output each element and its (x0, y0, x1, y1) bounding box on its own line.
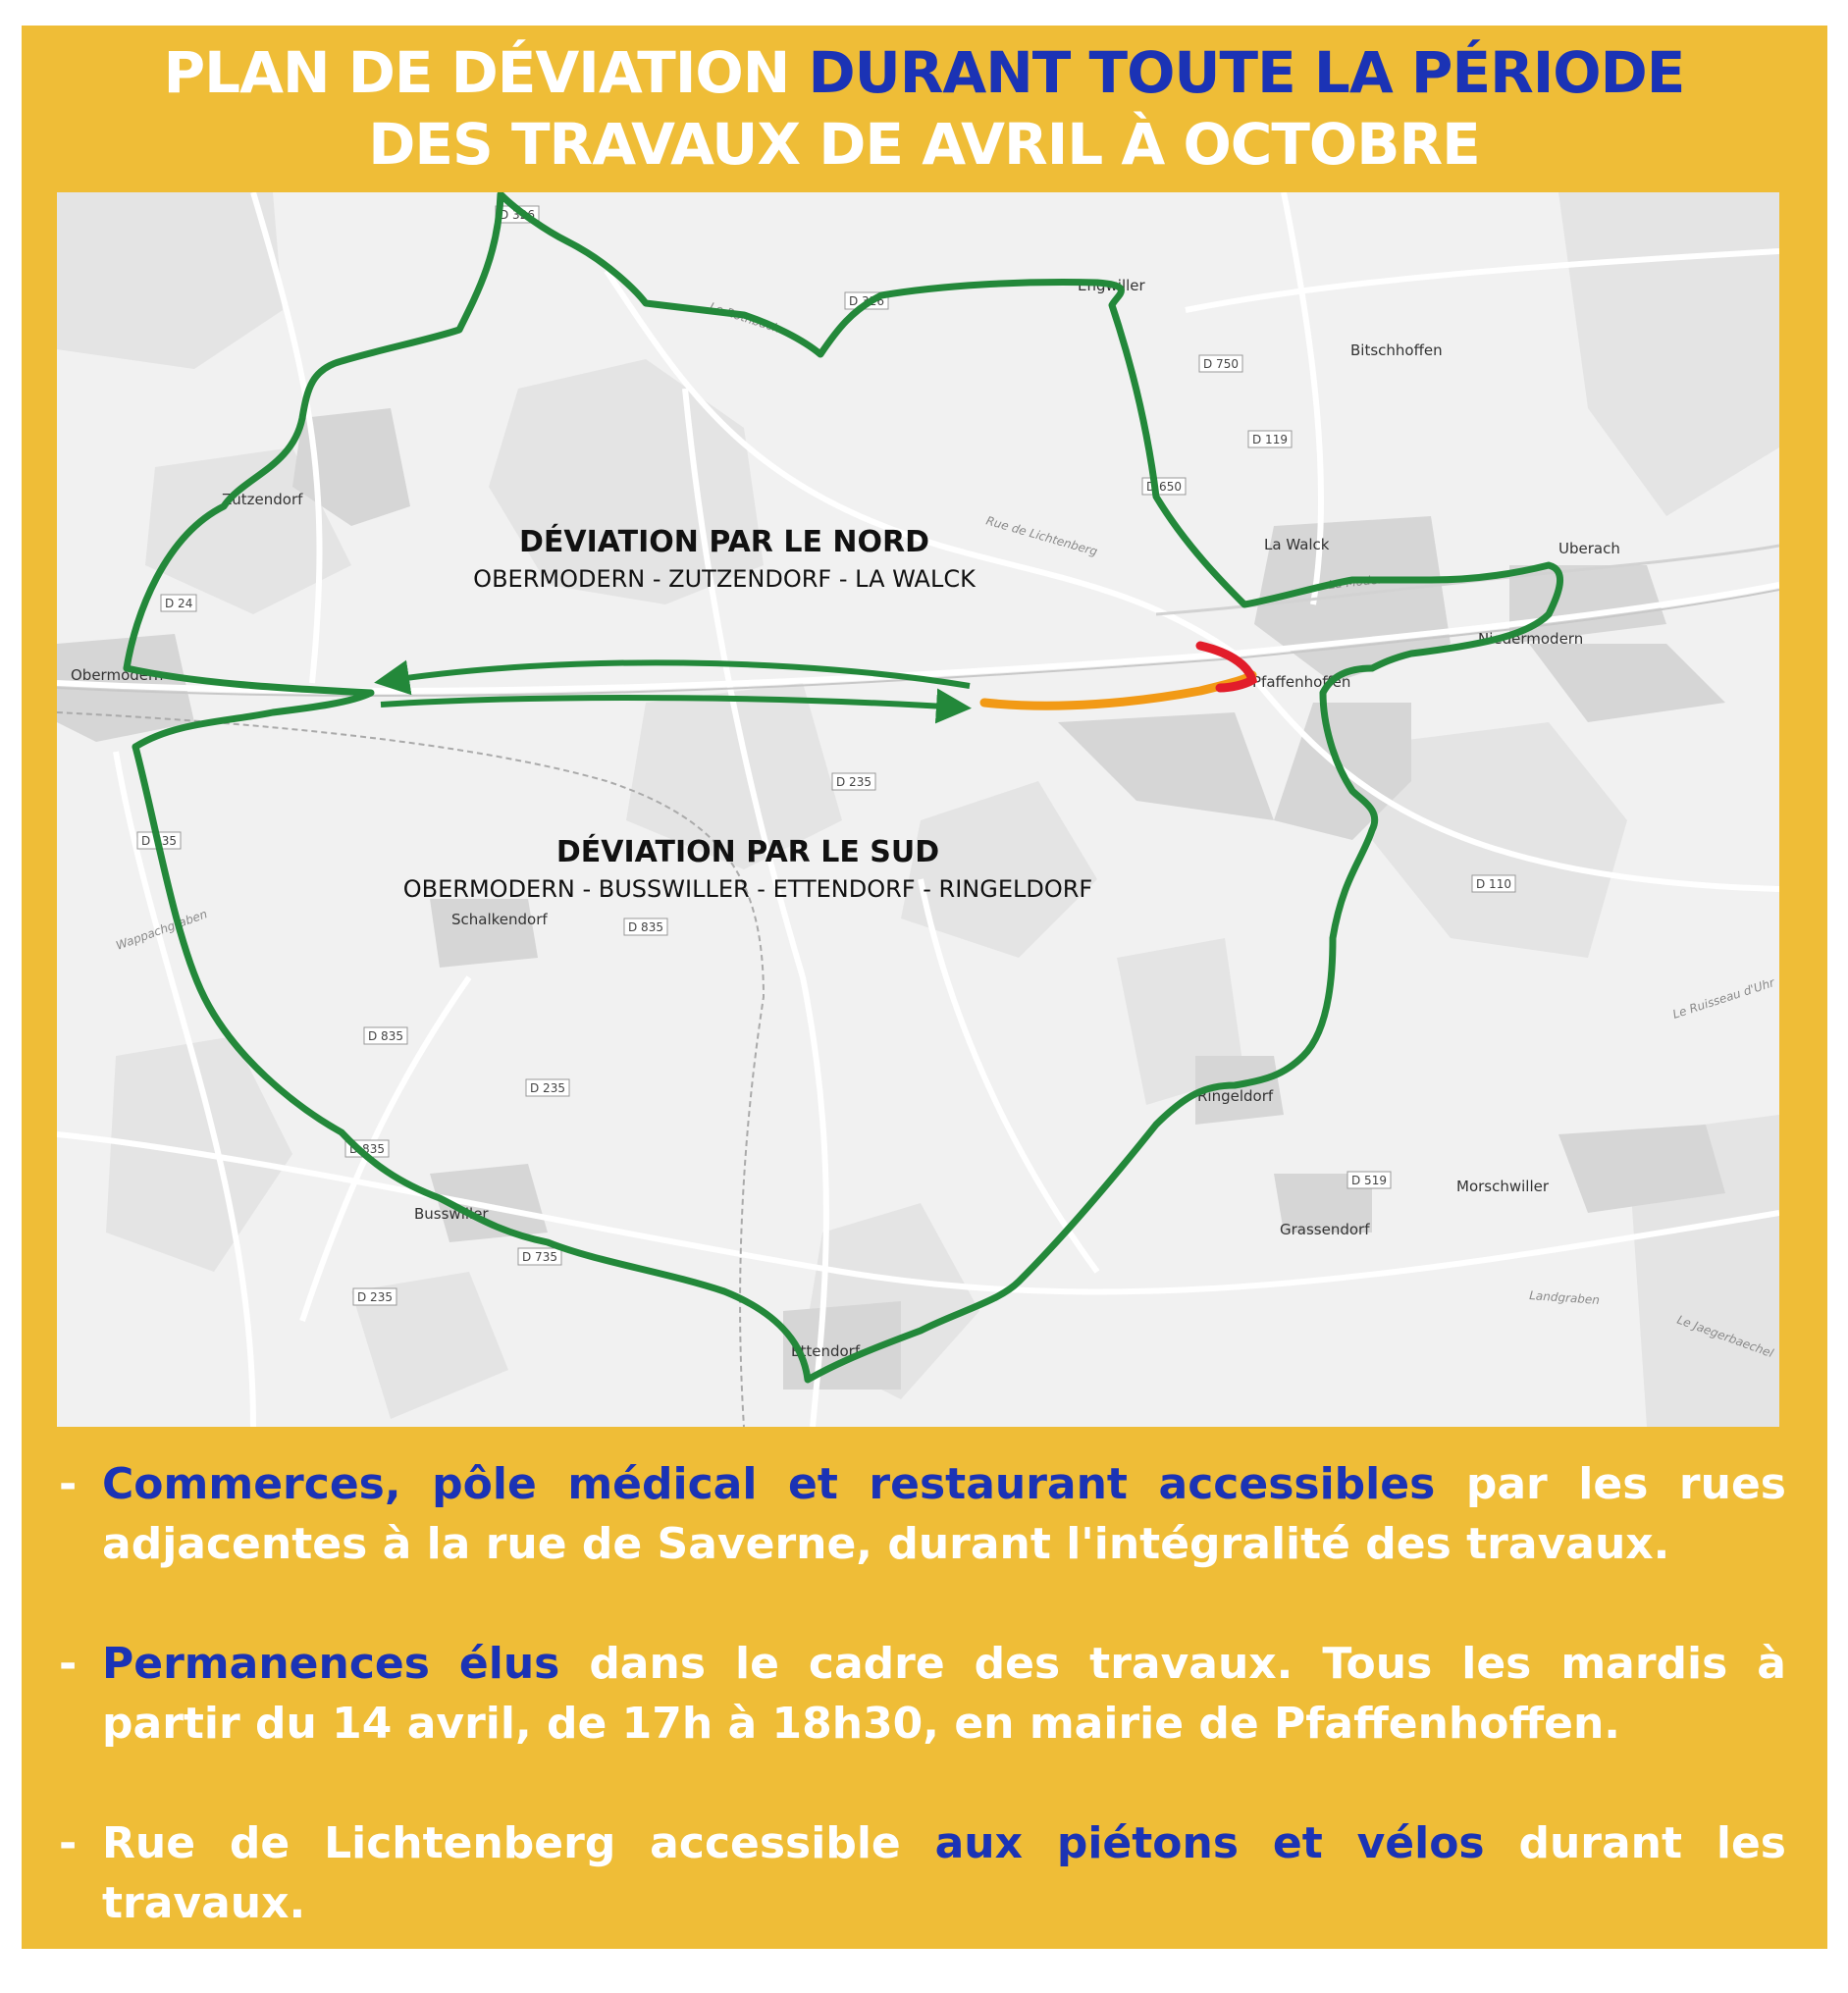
road-d835-d: D 835 (349, 1142, 385, 1156)
label-la-walck: La Walck (1264, 536, 1330, 553)
road-d835-a: D 835 (141, 834, 177, 848)
label-jaegerbaechel: Le Jaegerbaechel (1674, 1312, 1775, 1361)
road-d235-a: D 235 (836, 775, 871, 789)
info-notes (59, 1454, 1786, 1993)
title-white: PLAN DE DÉVIATION (163, 39, 790, 106)
south-detour-title: DÉVIATION PAR LE SUD (555, 835, 940, 869)
note-1-highlight: Commerces, pôle médical et restaurant accessibles (102, 1459, 1436, 1509)
road-d235-b: D 235 (530, 1081, 565, 1095)
label-engwiller: Engwiller (1078, 277, 1145, 294)
note-bullet: - (59, 1459, 78, 1509)
label-moder: La Moder (1327, 572, 1384, 592)
road-d750: D 750 (1203, 357, 1239, 371)
road-d326-mid: D 326 (849, 294, 884, 308)
north-detour-title: DÉVIATION PAR LE NORD (518, 525, 930, 559)
label-pfaffenhoffen: Pfaffenhoffen (1252, 673, 1351, 691)
label-niedermodern: Niedermodern (1478, 630, 1584, 648)
road-d519: D 519 (1351, 1174, 1387, 1187)
road-d110: D 110 (1476, 877, 1511, 891)
closure-orange-segment (984, 675, 1252, 706)
label-bitschhoffen: Bitschhoffen (1350, 341, 1443, 359)
note-2-highlight: Permanences élus (102, 1639, 560, 1689)
detour-map (57, 192, 1779, 1427)
label-ruisseau: Le Ruisseau d'Uhr (1670, 975, 1776, 1022)
label-busswiller: Busswiller (414, 1205, 489, 1223)
label-uberach: Uberach (1558, 540, 1620, 557)
label-morschwiller: Morschwiller (1456, 1178, 1550, 1195)
note-1-text: par les rues adjacentes à la rue de Saverne, durant l'intégralité des travaux. (102, 1459, 1786, 1569)
note-3-highlight: aux piétons et vélos (934, 1818, 1485, 1868)
note-commerces (59, 1454, 1786, 1574)
road-d24: D 24 (165, 597, 193, 610)
note-bullet: - (59, 1818, 78, 1868)
north-detour-route-text: OBERMODERN - ZUTZENDORF - LA WALCK (473, 565, 976, 593)
road-d735: D 735 (522, 1250, 557, 1264)
label-grassendorf: Grassendorf (1280, 1221, 1370, 1238)
label-ringeldorf: Ringeldorf (1197, 1087, 1274, 1105)
road-d835-c: D 835 (368, 1029, 403, 1043)
title-line-1 (0, 39, 1848, 106)
label-wappach: Wappachgraben (114, 907, 209, 953)
road-d235-c: D 235 (357, 1290, 393, 1304)
arrow-westbound (386, 662, 970, 686)
road-d835-b: D 835 (628, 920, 663, 934)
label-ettendorf: Ettendorf (791, 1342, 861, 1360)
note-permanences (59, 1634, 1786, 1754)
label-zutzendorf: Zutzendorf (222, 491, 303, 508)
note-lichtenberg (59, 1813, 1786, 1933)
label-obermodern: Obermodern (71, 666, 164, 684)
road-d650: D 650 (1146, 480, 1182, 494)
note-2-text: dans le cadre des travaux. Tous les mardis à partir du 14 avril, de 17h à 18h30, en mairie de Pfaffenhoffen. (102, 1639, 1786, 1749)
title-line-2: DES TRAVAUX DE AVRIL À OCTOBRE (368, 111, 1480, 178)
map-canvas (57, 192, 1779, 1427)
title-blue: DURANT TOUTE LA PÉRIODE (808, 39, 1685, 106)
label-rue-lichtenberg: Rue de Lichtenberg (984, 513, 1099, 559)
label-landgraben: Landgraben (1528, 1288, 1601, 1307)
label-schalkendorf: Schalkendorf (451, 911, 548, 928)
road-d119: D 119 (1252, 433, 1288, 446)
note-3-text: durant les travaux. (102, 1818, 1786, 1928)
road-d326-top: D 326 (500, 208, 535, 222)
note-3-prefix: Rue de Lichtenberg accessible (102, 1818, 935, 1868)
south-detour-route-text: OBERMODERN - BUSSWILLER - ETTENDORF - RINGELDORF (402, 875, 1093, 903)
label-rothbach: Le Rothbach (708, 299, 782, 337)
note-bullet: - (59, 1639, 78, 1689)
